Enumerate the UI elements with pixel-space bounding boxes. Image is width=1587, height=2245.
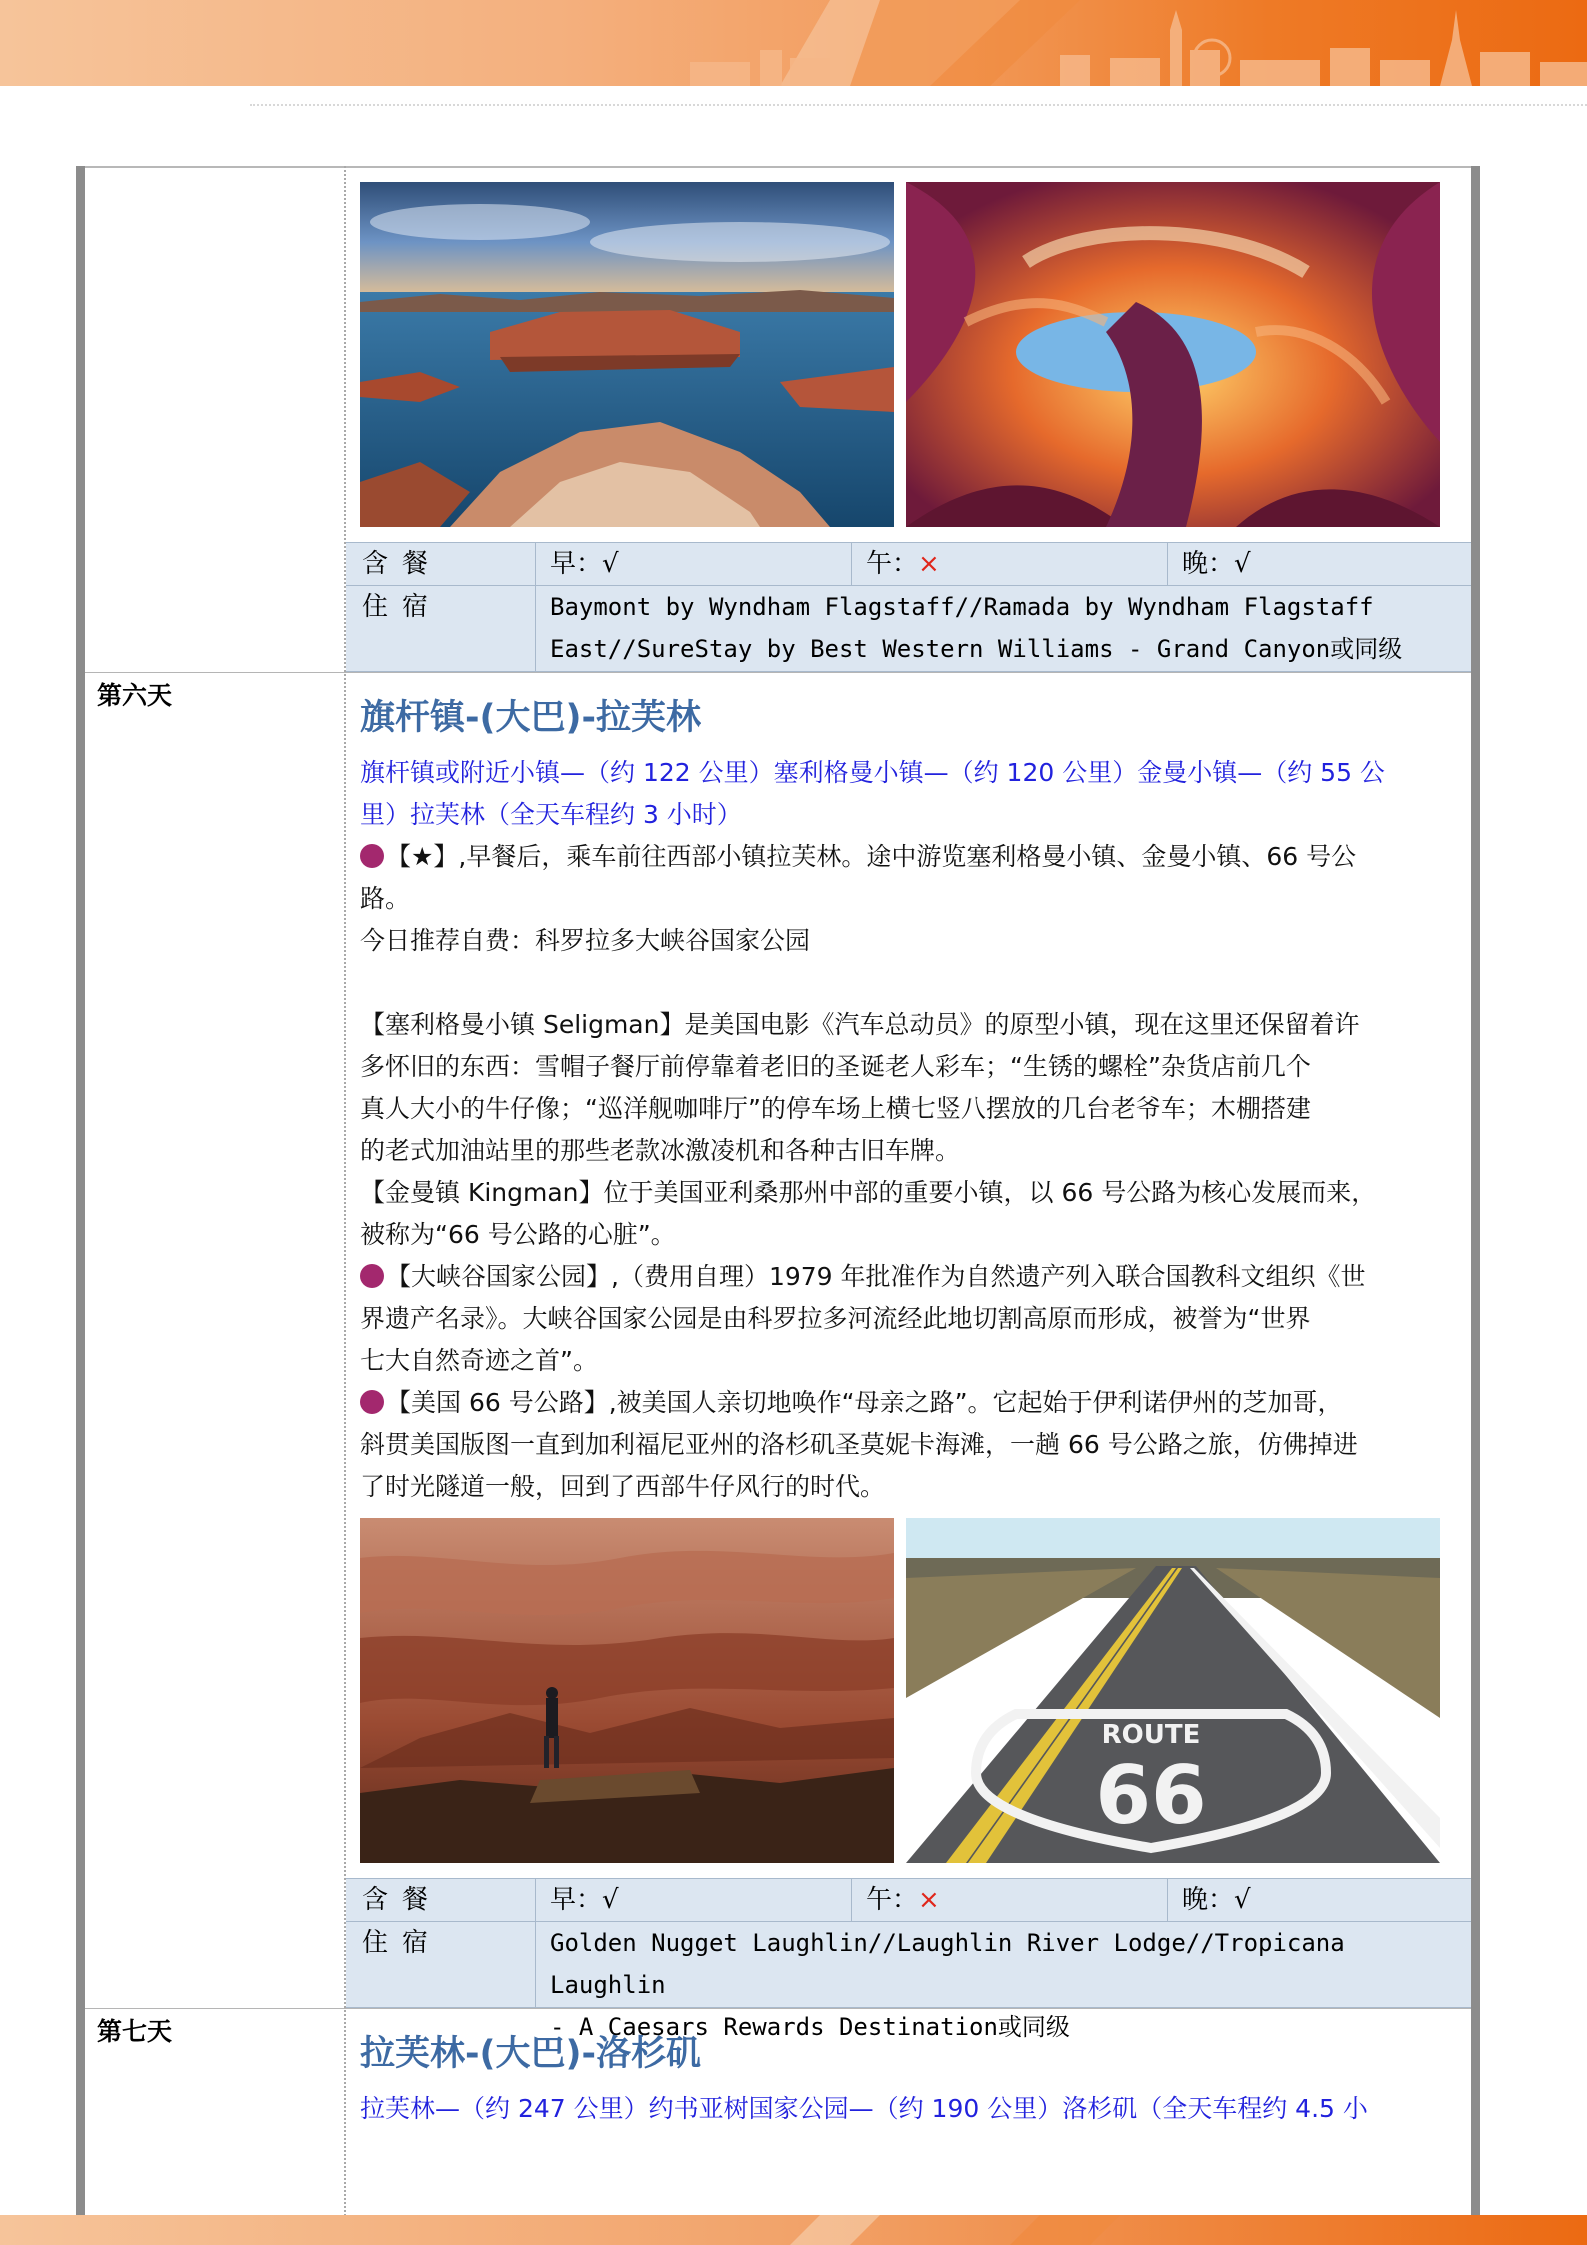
hotel-value [550,586,1465,670]
photo-lake-powell [360,182,894,527]
dinner-cell: 晚：√ [1182,1885,1251,1915]
day-label: 第六天 [97,681,173,710]
hotel-line: Golden Nugget Laughlin//Laughlin River Lodge//Tropicana Laughlin [550,1929,1345,1999]
text-line: 了时光隧道一般，回到了西部牛仔风行的时代。 [360,1472,886,1501]
route-line: 里）拉芙林（全天车程约 3 小时） [360,800,742,829]
route66-sign-top: ROUTE [1101,1720,1201,1750]
header-dotted-rule [250,104,1587,106]
row-separator [85,2008,1471,2009]
text-line: 【大峡谷国家公园】,（费用自理）1979 年批准作为自然遗产列入联合国教科文组织《世 [386,1262,1366,1291]
meals-label: 含餐 [346,1879,536,1921]
cross-icon: × [918,1885,940,1915]
text-line: 斜贯美国版图一直到加利福尼亚州的洛杉矶圣莫妮卡海滩，一趟 66 号公路之旅，仿佛掉进 [360,1430,1358,1459]
text-line: 的老式加油站里的那些老款冰激凌机和各种古旧车牌。 [360,1136,961,1165]
dinner-cell: 晚：√ [1182,549,1251,579]
hotel-line: East//SureStay by Best Western Williams - Grand Canyon或同级 [550,635,1403,663]
lunch-prefix: 午： [866,1885,919,1915]
city-skyline-graphic [0,0,1587,86]
bullet-icon [360,1264,384,1288]
lunch-prefix: 午： [866,549,919,579]
paragraph-kingman [360,1172,1466,1256]
breakfast-cell: 早：√ [536,543,852,585]
meals-row-day5 [346,542,1471,586]
lunch-cell [852,543,1168,585]
text-line: 七大自然奇迹之首”。 [360,1346,598,1375]
hotel-line: - A Caesars Rewards Destination或同级 [550,2013,1070,2041]
bullet-icon [360,844,384,868]
text-line: 【★】,早餐后，乘车前往西部小镇拉芙林。途中游览塞利格曼小镇、金曼小镇、66 号公 [386,842,1357,871]
text-line: 界遗产名录》。大峡谷国家公园是由科罗拉多河流经此地切割高原而形成，被誉为“世界 [360,1304,1311,1333]
paragraph-grand-canyon [360,1256,1466,1382]
meals-row-day6 [346,1878,1471,1922]
paragraph-seligman [360,1004,1466,1172]
bullet-icon [360,1390,384,1414]
text-line: 【美国 66 号公路】,被美国人亲切地唤作“母亲之路”。它起始于伊利诺伊州的芝加哥， [386,1388,1343,1417]
breakfast-cell: 早：√ [536,1879,852,1921]
photo-route66-road [906,1518,1440,1863]
hotel-label: 住宿 [346,1922,536,2007]
route-line: 旗杆镇或附近小镇—（约 122 公里）塞利格曼小镇—（约 120 公里）金曼小镇—（约 55 公 [360,758,1385,787]
day-label: 第七天 [97,2017,173,2046]
photo-antelope-canyon [906,182,1440,527]
day-title: 旗杆镇-(大巴)-拉芙林 [360,698,702,738]
lunch-cell [852,1879,1168,1921]
route-summary [360,2088,1466,2130]
frame-top-border [76,166,1480,168]
hotel-row-day6 [346,1922,1471,2041]
row-separator [85,672,1471,673]
route-line: 拉芙林—（约 247 公里）约书亚树国家公园—（约 190 公里）洛杉矶（全天车程约 4.5 小 [360,2094,1368,2123]
route-summary [360,752,1466,836]
paragraph-route66 [360,1382,1466,1508]
footer-banner [0,2215,1587,2245]
text-line: 【塞利格曼小镇 Seligman】是美国电影《汽车总动员》的原型小镇，现在这里还保留着许 [360,1010,1360,1039]
photo-grand-canyon [360,1518,894,1863]
hotel-line: Baymont by Wyndham Flagstaff//Ramada by Wyndham Flagstaff [550,593,1374,621]
frame-left-border [76,166,85,2216]
itinerary-table [76,166,1480,2216]
text-line: 路。 [360,884,411,913]
hotel-row-day5 [346,586,1471,672]
header-banner [0,0,1587,86]
text-line: 被称为“66 号公路的心脏”。 [360,1220,676,1249]
cross-icon: × [918,549,940,579]
hotel-label: 住宿 [346,586,536,671]
text-line: 多怀旧的东西：雪帽子餐厅前停靠着老旧的圣诞老人彩车；“生锈的螺栓”杂货店前几个 [360,1052,1311,1081]
text-line: 【金曼镇 Kingman】位于美国亚利桑那州中部的重要小镇，以 66 号公路为核心发展而来， [360,1178,1377,1207]
route66-sign-number: 66 [1095,1749,1207,1842]
meals-label: 含餐 [346,543,536,585]
frame-right-border [1471,166,1480,2216]
paragraph-overview [360,836,1466,962]
text-line: 真人大小的牛仔像；“巡洋舰咖啡厅”的停车场上横七竖八摆放的几台老爷车；木棚搭建 [360,1094,1311,1123]
day-title: 拉芙林-(大巴)-洛杉矶 [360,2034,702,2074]
optional-tour-note: 今日推荐自费：科罗拉多大峡谷国家公园 [360,926,811,955]
